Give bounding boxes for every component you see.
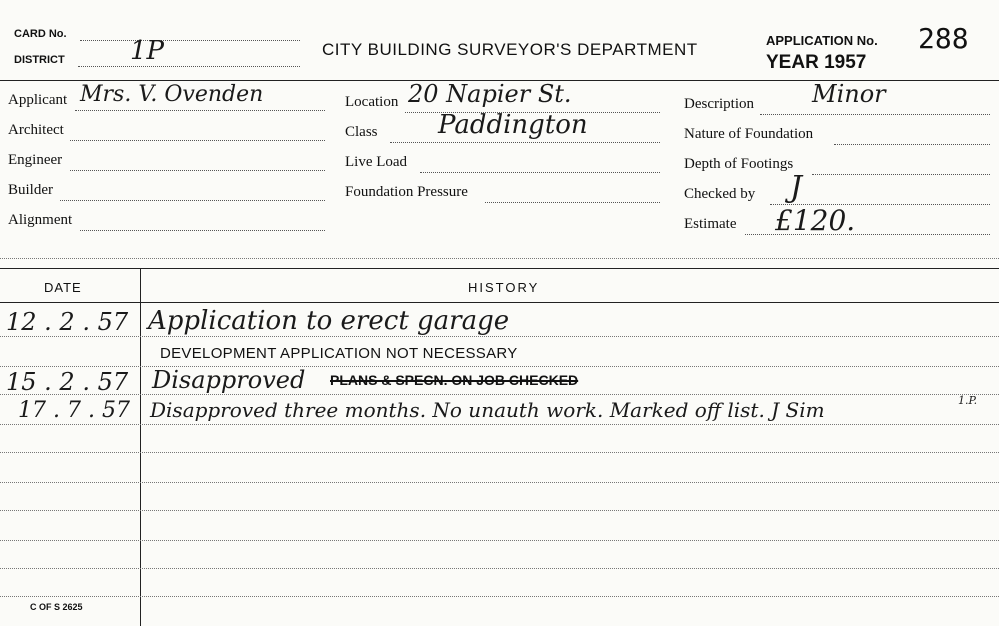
- table-header-divider: [0, 302, 999, 303]
- class-label: Class: [345, 124, 378, 140]
- card-no-line: [80, 40, 300, 41]
- district-line: [78, 66, 300, 67]
- nature-foundation-line: [834, 144, 990, 145]
- engineer-line: [70, 170, 325, 171]
- depth-footings-line: [812, 174, 990, 175]
- entry-struck-stamp: PLANS & SPECN. ON JOB CHECKED: [330, 372, 579, 388]
- date-header: DATE: [44, 280, 82, 295]
- nature-foundation-label: Nature of Foundation: [684, 126, 814, 142]
- application-no-label: APPLICATION No.: [766, 33, 878, 48]
- row-rule: [0, 452, 999, 453]
- department-title: CITY BUILDING SURVEYOR'S DEPARTMENT: [322, 40, 698, 59]
- alignment-label: Alignment: [8, 212, 73, 228]
- application-no-value: 288: [918, 22, 969, 55]
- row-rule: [0, 394, 999, 395]
- foundation-pressure-line: [485, 202, 660, 203]
- class-line: [390, 142, 660, 143]
- live-load-label: Live Load: [345, 154, 408, 170]
- row-rule: [0, 482, 999, 483]
- applicant-line: [75, 110, 325, 111]
- checked-by-value: J: [790, 170, 803, 205]
- architect-line: [70, 140, 325, 141]
- row-rule: [0, 424, 999, 425]
- estimate-value: £120.: [775, 204, 856, 237]
- entry-stamp: DEVELOPMENT APPLICATION NOT NECESSARY: [160, 345, 518, 362]
- applicant-label: Applicant: [8, 92, 68, 108]
- entry-text: Application to erect garage: [148, 306, 510, 336]
- estimate-label: Estimate: [684, 216, 737, 232]
- applicant-value: Mrs. V. Ovenden: [80, 82, 264, 107]
- description-value: Minor: [812, 80, 886, 108]
- history-header: HISTORY: [468, 280, 540, 295]
- class-value: Paddington: [438, 110, 588, 140]
- year-label: YEAR 1957: [766, 52, 867, 73]
- fields-bottom-rule: [0, 258, 999, 259]
- row-rule: [0, 366, 999, 367]
- description-label: Description: [684, 96, 754, 112]
- row-rule: [0, 540, 999, 541]
- architect-label: Architect: [8, 122, 64, 138]
- description-line: [760, 114, 990, 115]
- engineer-label: Engineer: [8, 152, 63, 168]
- entry-initials: 1.P.: [958, 394, 978, 407]
- entry-text: Disapproved three months. No unauth work. Marked off list. J Sim: [150, 398, 825, 422]
- row-rule: [0, 336, 999, 337]
- alignment-line: [80, 230, 325, 231]
- entry-date: 15 . 2 . 57: [6, 368, 129, 396]
- live-load-line: [420, 172, 660, 173]
- depth-footings-label: Depth of Footings: [684, 156, 794, 172]
- district-label: DISTRICT: [14, 54, 65, 66]
- row-rule: [0, 510, 999, 511]
- form-code: C OF S 2625: [30, 602, 83, 612]
- builder-label: Builder: [8, 182, 53, 198]
- row-rule: [0, 596, 999, 597]
- checked-by-label: Checked by: [684, 186, 756, 202]
- table-top-divider: [0, 268, 999, 269]
- card-no-label: CARD No.: [14, 28, 67, 40]
- builder-line: [60, 200, 325, 201]
- entry-date: 17 . 7 . 57: [18, 398, 130, 423]
- foundation-pressure-label: Foundation Pressure: [345, 184, 468, 200]
- entry-date: 12 . 2 . 57: [6, 308, 129, 336]
- entry-text: Disapproved: [152, 366, 306, 394]
- row-rule: [0, 568, 999, 569]
- date-column-divider: [140, 268, 141, 626]
- district-value: 1P: [130, 36, 165, 66]
- location-value: 20 Napier St.: [408, 80, 572, 108]
- location-label: Location: [345, 94, 399, 110]
